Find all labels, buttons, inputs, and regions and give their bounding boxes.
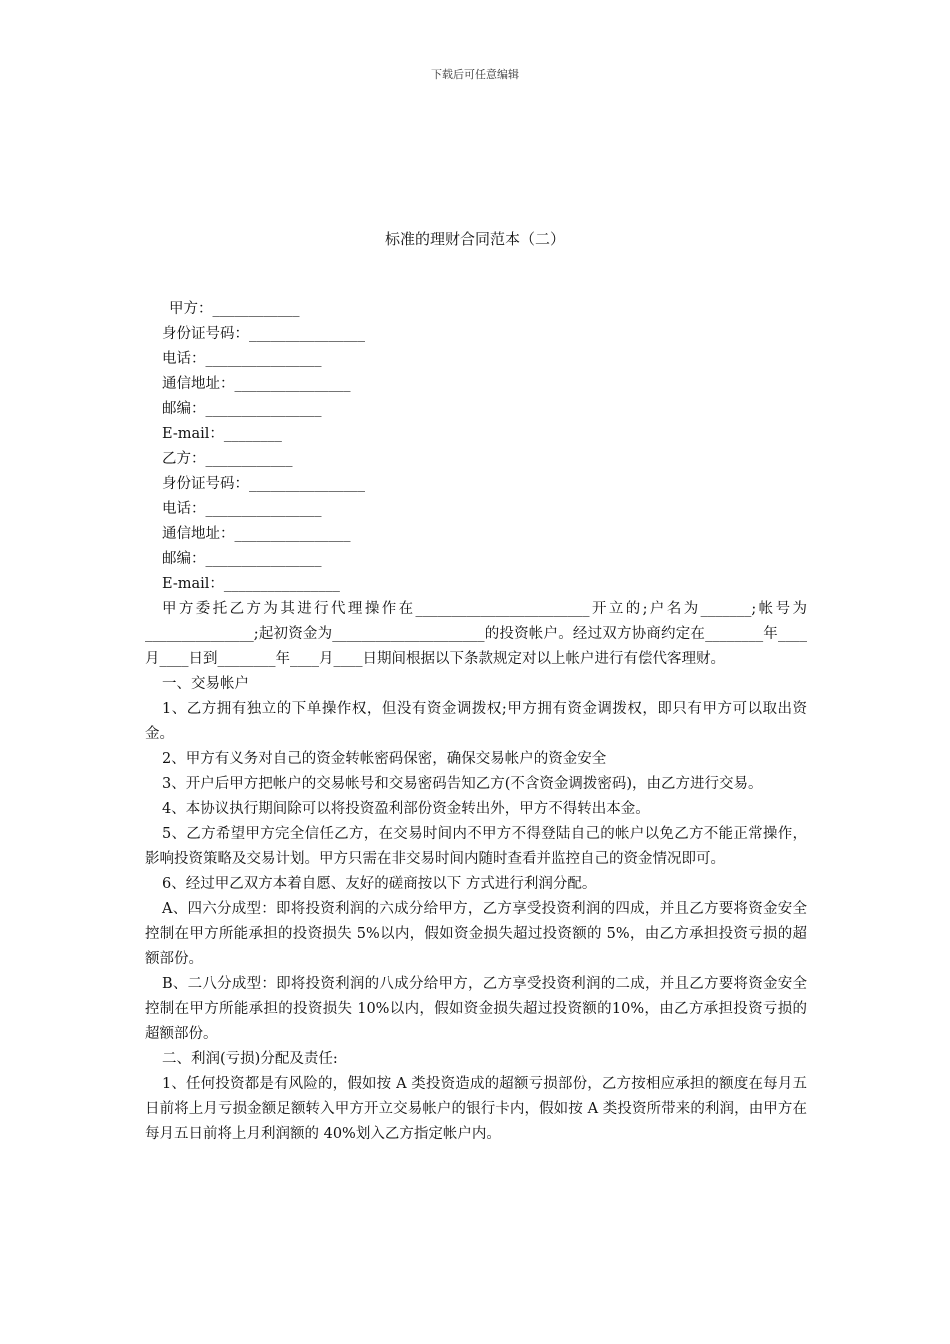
party-a-name-field: 甲方：____________ (169, 301, 300, 317)
page-header-note: 下载后可任意编辑 (431, 68, 519, 81)
party-a-address-field: 通信地址：________________ (162, 376, 351, 392)
section-1-option-a: A、四六分成型：即将投资利润的六成分给甲方，乙方享受投资利润的四成，并且乙方要将资金安全控制在甲方所能承担的投资损失 5%以内，假如资金损失超过投资额的 5%，由乙方承担投资亏损的超额部份。 (145, 901, 807, 967)
party-b-phone-field: 电话：________________ (162, 501, 322, 517)
document-title: 标准的理财合同范本（二） (384, 230, 565, 248)
party-a-email-field: E-mail：________ (162, 426, 282, 442)
section-1-item: 4、本协议执行期间除可以将投资盈利部份资金转出外，甲方不得转出本金。 (162, 801, 650, 817)
party-b-name-field: 乙方：____________ (162, 451, 293, 467)
section-1-item: 2、甲方有义务对自己的资金转帐密码保密，确保交易帐户的资金安全 (162, 751, 607, 767)
party-b-block (145, 447, 807, 597)
document-body (145, 297, 807, 1147)
section-1-item: 5、乙方希望甲方完全信任乙方，在交易时间内不甲方不得登陆自己的帐户以免乙方不能正常操作，影响投资策略及交易计划。甲方只需在非交易时间内随时查看并监控自己的资金情况即可。 (145, 826, 807, 867)
party-b-email-field: E-mail：________________ (162, 576, 340, 592)
party-a-phone-field: 电话：________________ (162, 351, 322, 367)
party-a-block (145, 297, 807, 447)
section-2-heading: 二、利润(亏损)分配及责任: (162, 1051, 338, 1067)
section-1-item: 6、经过甲乙双方本着自愿、友好的磋商按以下 方式进行利润分配。 (162, 876, 597, 892)
section-1-item: 3、开户后甲方把帐户的交易帐号和交易密码告知乙方(不含资金调拨密码)，由乙方进行交易。 (162, 776, 763, 792)
party-a-postcode-field: 邮编：________________ (162, 401, 322, 417)
section-1-heading: 一、交易帐户 (162, 676, 249, 692)
party-b-id-field: 身份证号码：________________ (162, 476, 365, 492)
section-2-item: 1、任何投资都是有风险的，假如按 A 类投资造成的超额亏损部份，乙方按相应承担的额度在每月五日前将上月亏损金额足额转入甲方开立交易帐户的银行卡内，假如按 A 类投资所带来的利润，由甲方在每月五日前将上月利润额的 40%划入乙方指定帐户内。 (145, 1076, 807, 1142)
section-1-option-b: B、二八分成型：即将投资利润的八成分给甲方，乙方享受投资利润的二成，并且乙方要将资金安全控制在甲方所能承担的投资损失 10%以内，假如资金损失超过投资额的10%，由乙方承担投资亏损的超额部份。 (145, 976, 807, 1042)
party-b-address-field: 通信地址：________________ (162, 526, 351, 542)
section-1-item: 1、乙方拥有独立的下单操作权，但没有资金调拨权;甲方拥有资金调拨权，即只有甲方可以取出资金。 (145, 701, 807, 742)
party-b-postcode-field: 邮编：________________ (162, 551, 322, 567)
party-a-id-field: 身份证号码：________________ (162, 326, 365, 342)
intro-paragraph: 甲方委托乙方为其进行代理操作在________________________开立的;户名为_______;帐号为_______________;起初资金为_____________________的投资帐户。经过双方协商约定在________年____月____日到________年____月____日期间根据以下条款规定对以上帐户进行有偿代客理财。 (145, 601, 807, 667)
